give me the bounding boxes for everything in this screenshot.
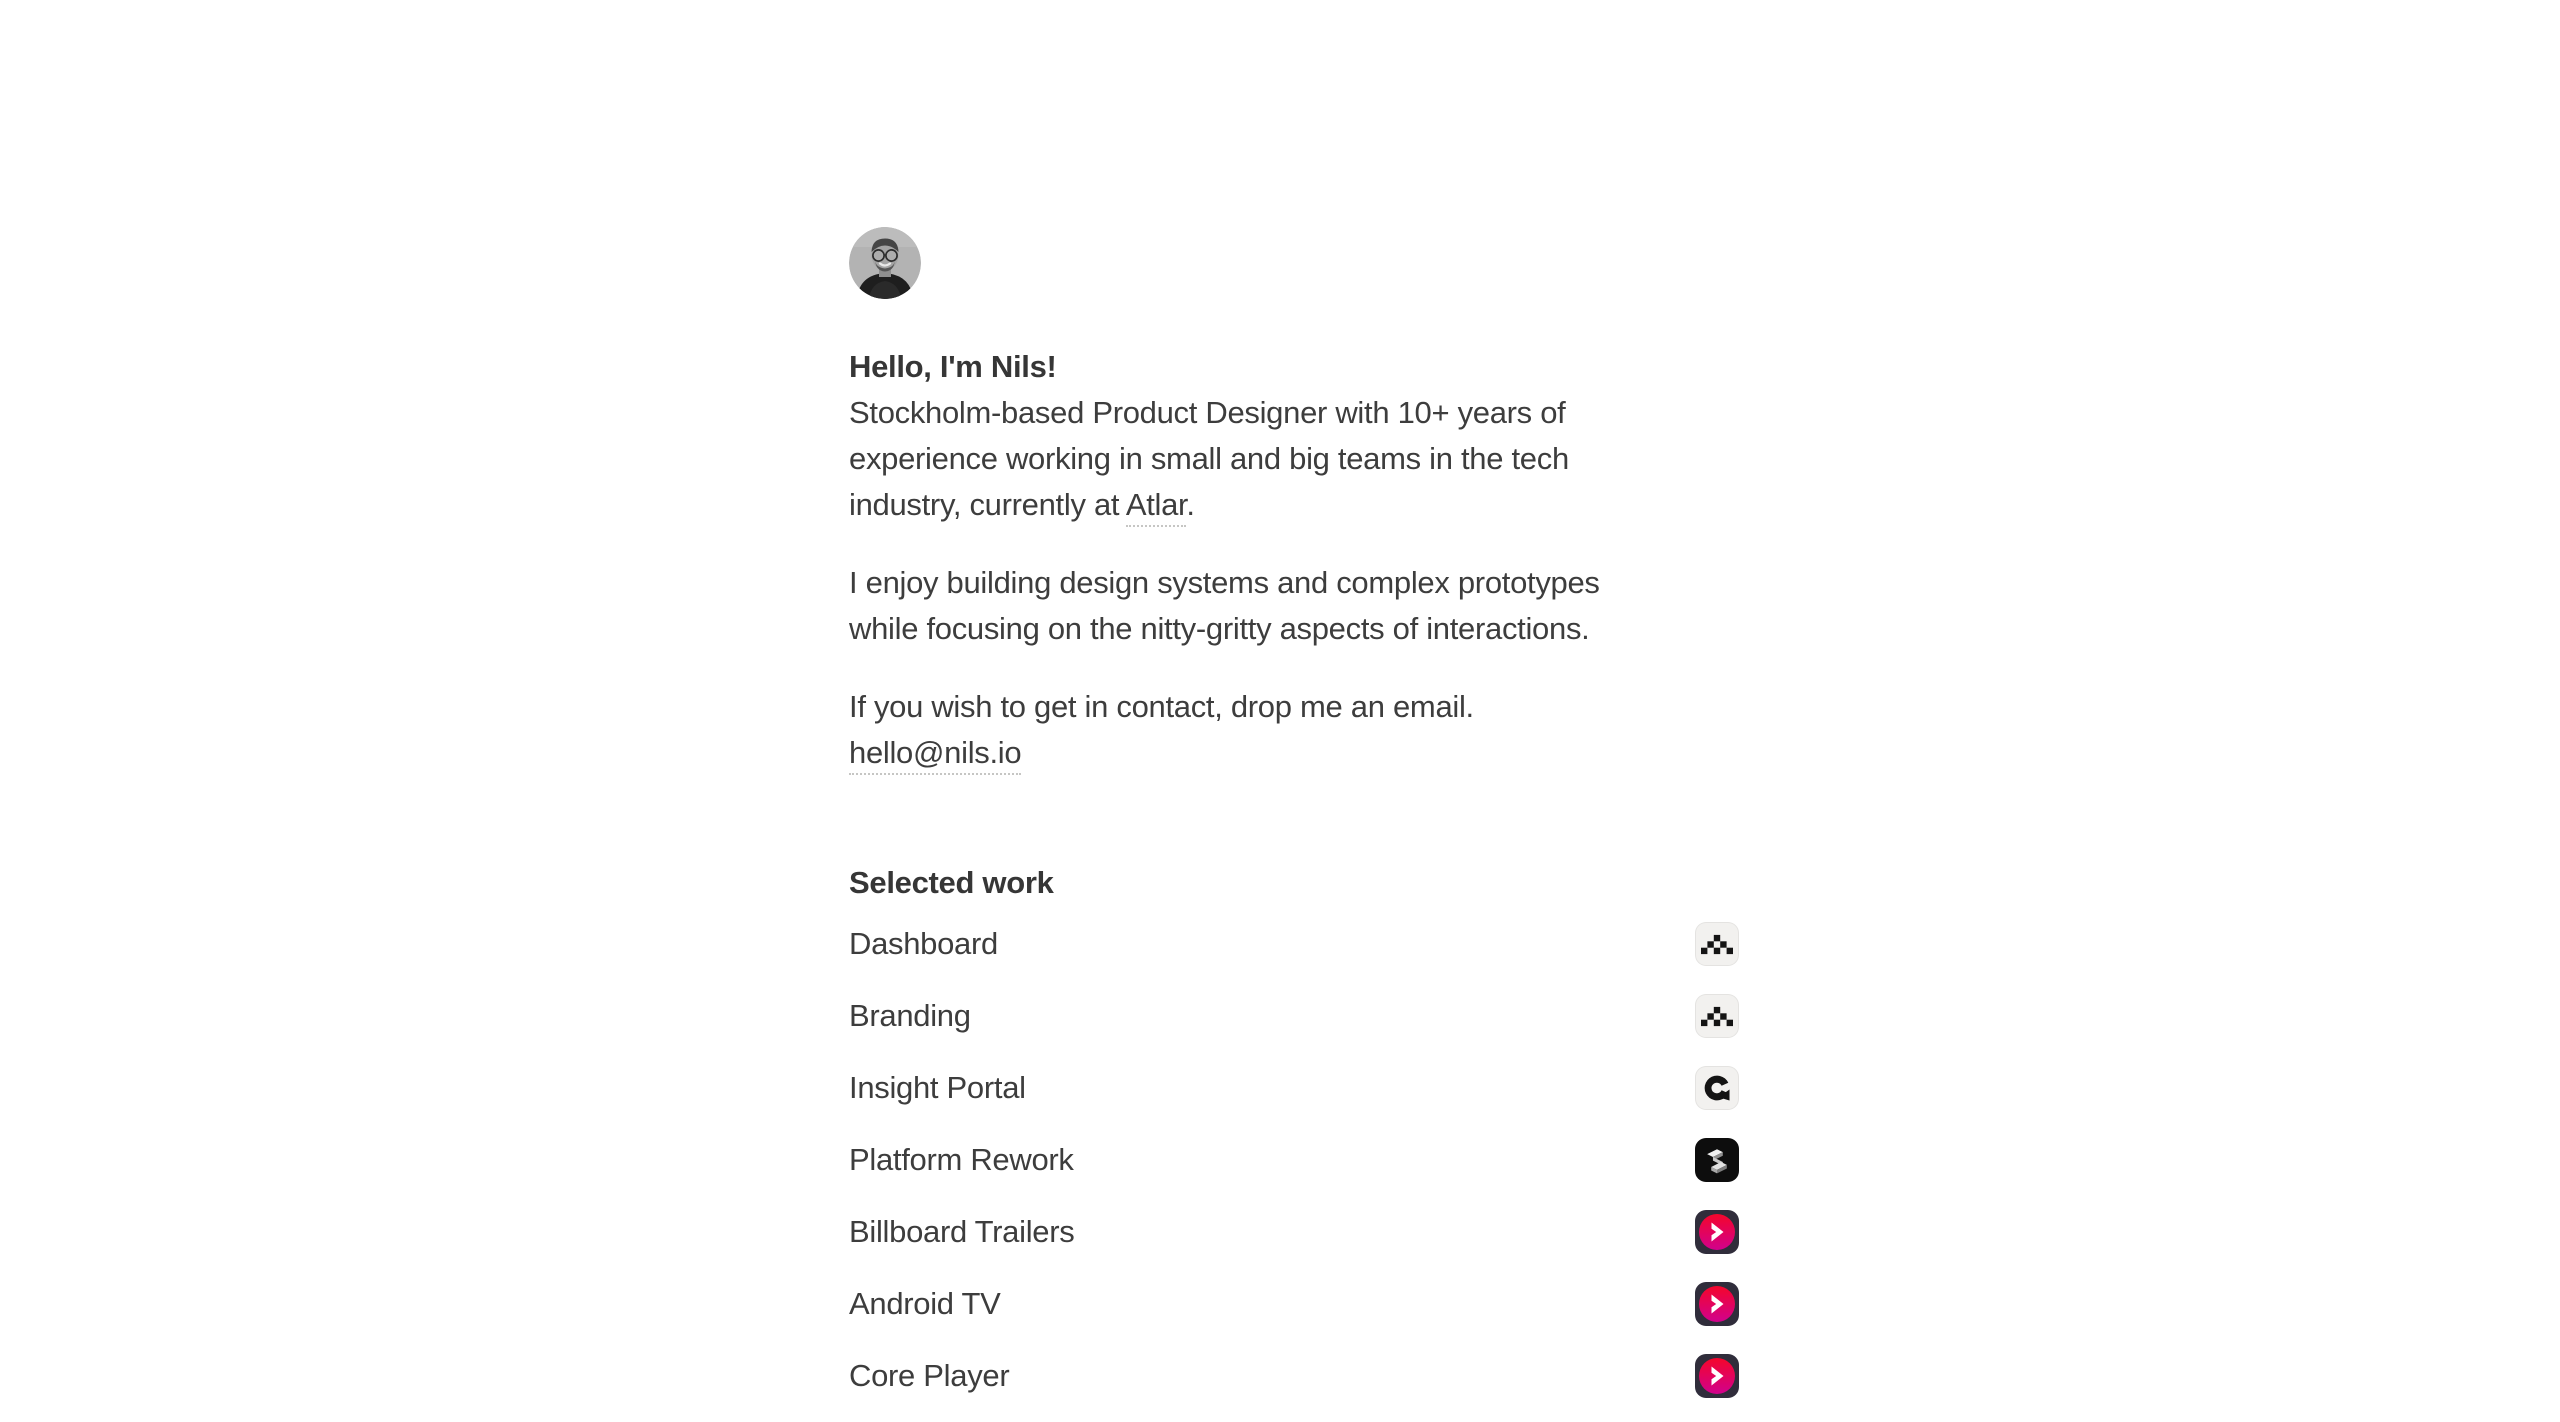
- bio-paragraph-1: [849, 390, 1739, 528]
- contact-paragraph: [849, 684, 1739, 776]
- c-arrow-logo-icon: [1695, 1066, 1739, 1110]
- atlar-link[interactable]: Atlar: [1126, 487, 1187, 527]
- work-item-billboard-trailers[interactable]: [849, 1196, 1739, 1268]
- selected-work-heading: Selected work: [849, 865, 1054, 900]
- pixel-a-logo-icon: [1695, 994, 1739, 1038]
- work-item-android-tv[interactable]: [849, 1268, 1739, 1340]
- bio-text: industry, currently at: [849, 487, 1126, 522]
- work-item-branding[interactable]: [849, 980, 1739, 1052]
- work-item-label: Android TV: [849, 1286, 1001, 1321]
- gradient-chevron-logo-icon: [1695, 1282, 1739, 1326]
- bio-paragraph-2: [849, 560, 1739, 652]
- work-item-label: Branding: [849, 998, 971, 1033]
- bio-line: [849, 482, 1739, 528]
- contact-line: If you wish to get in contact, drop me an email.: [849, 689, 1474, 724]
- email-link[interactable]: hello@nils.io: [849, 735, 1021, 775]
- isometric-s-logo-icon: [1695, 1138, 1739, 1182]
- gradient-chevron-logo-icon: [1695, 1210, 1739, 1254]
- bio-line: Stockholm-based Product Designer with 10+ years of: [849, 395, 1566, 430]
- work-item-core-player[interactable]: [849, 1340, 1739, 1412]
- bio-text: .: [1186, 487, 1195, 522]
- avatar: [849, 227, 921, 299]
- bio-line: I enjoy building design systems and complex prototypes: [849, 565, 1600, 600]
- work-item-label: Platform Rework: [849, 1142, 1074, 1177]
- work-item-label: Insight Portal: [849, 1070, 1026, 1105]
- work-item-label: Core Player: [849, 1358, 1010, 1393]
- work-item-insight-portal[interactable]: [849, 1052, 1739, 1124]
- avatar-photo-icon: [849, 227, 921, 299]
- work-item-dashboard[interactable]: [849, 908, 1739, 980]
- bio-line: while focusing on the nitty-gritty aspects of interactions.: [849, 611, 1590, 646]
- work-item-label: Dashboard: [849, 926, 998, 961]
- work-item-label: Billboard Trailers: [849, 1214, 1075, 1249]
- bio-line: experience working in small and big teams in the tech: [849, 441, 1569, 476]
- pixel-a-logo-icon: [1695, 922, 1739, 966]
- gradient-chevron-logo-icon: [1695, 1354, 1739, 1398]
- work-list: [849, 908, 1739, 1412]
- greeting-heading: Hello, I'm Nils!: [849, 349, 1057, 384]
- content-column: [849, 227, 1739, 1412]
- contact-line: [849, 730, 1739, 776]
- work-item-platform-rework[interactable]: [849, 1124, 1739, 1196]
